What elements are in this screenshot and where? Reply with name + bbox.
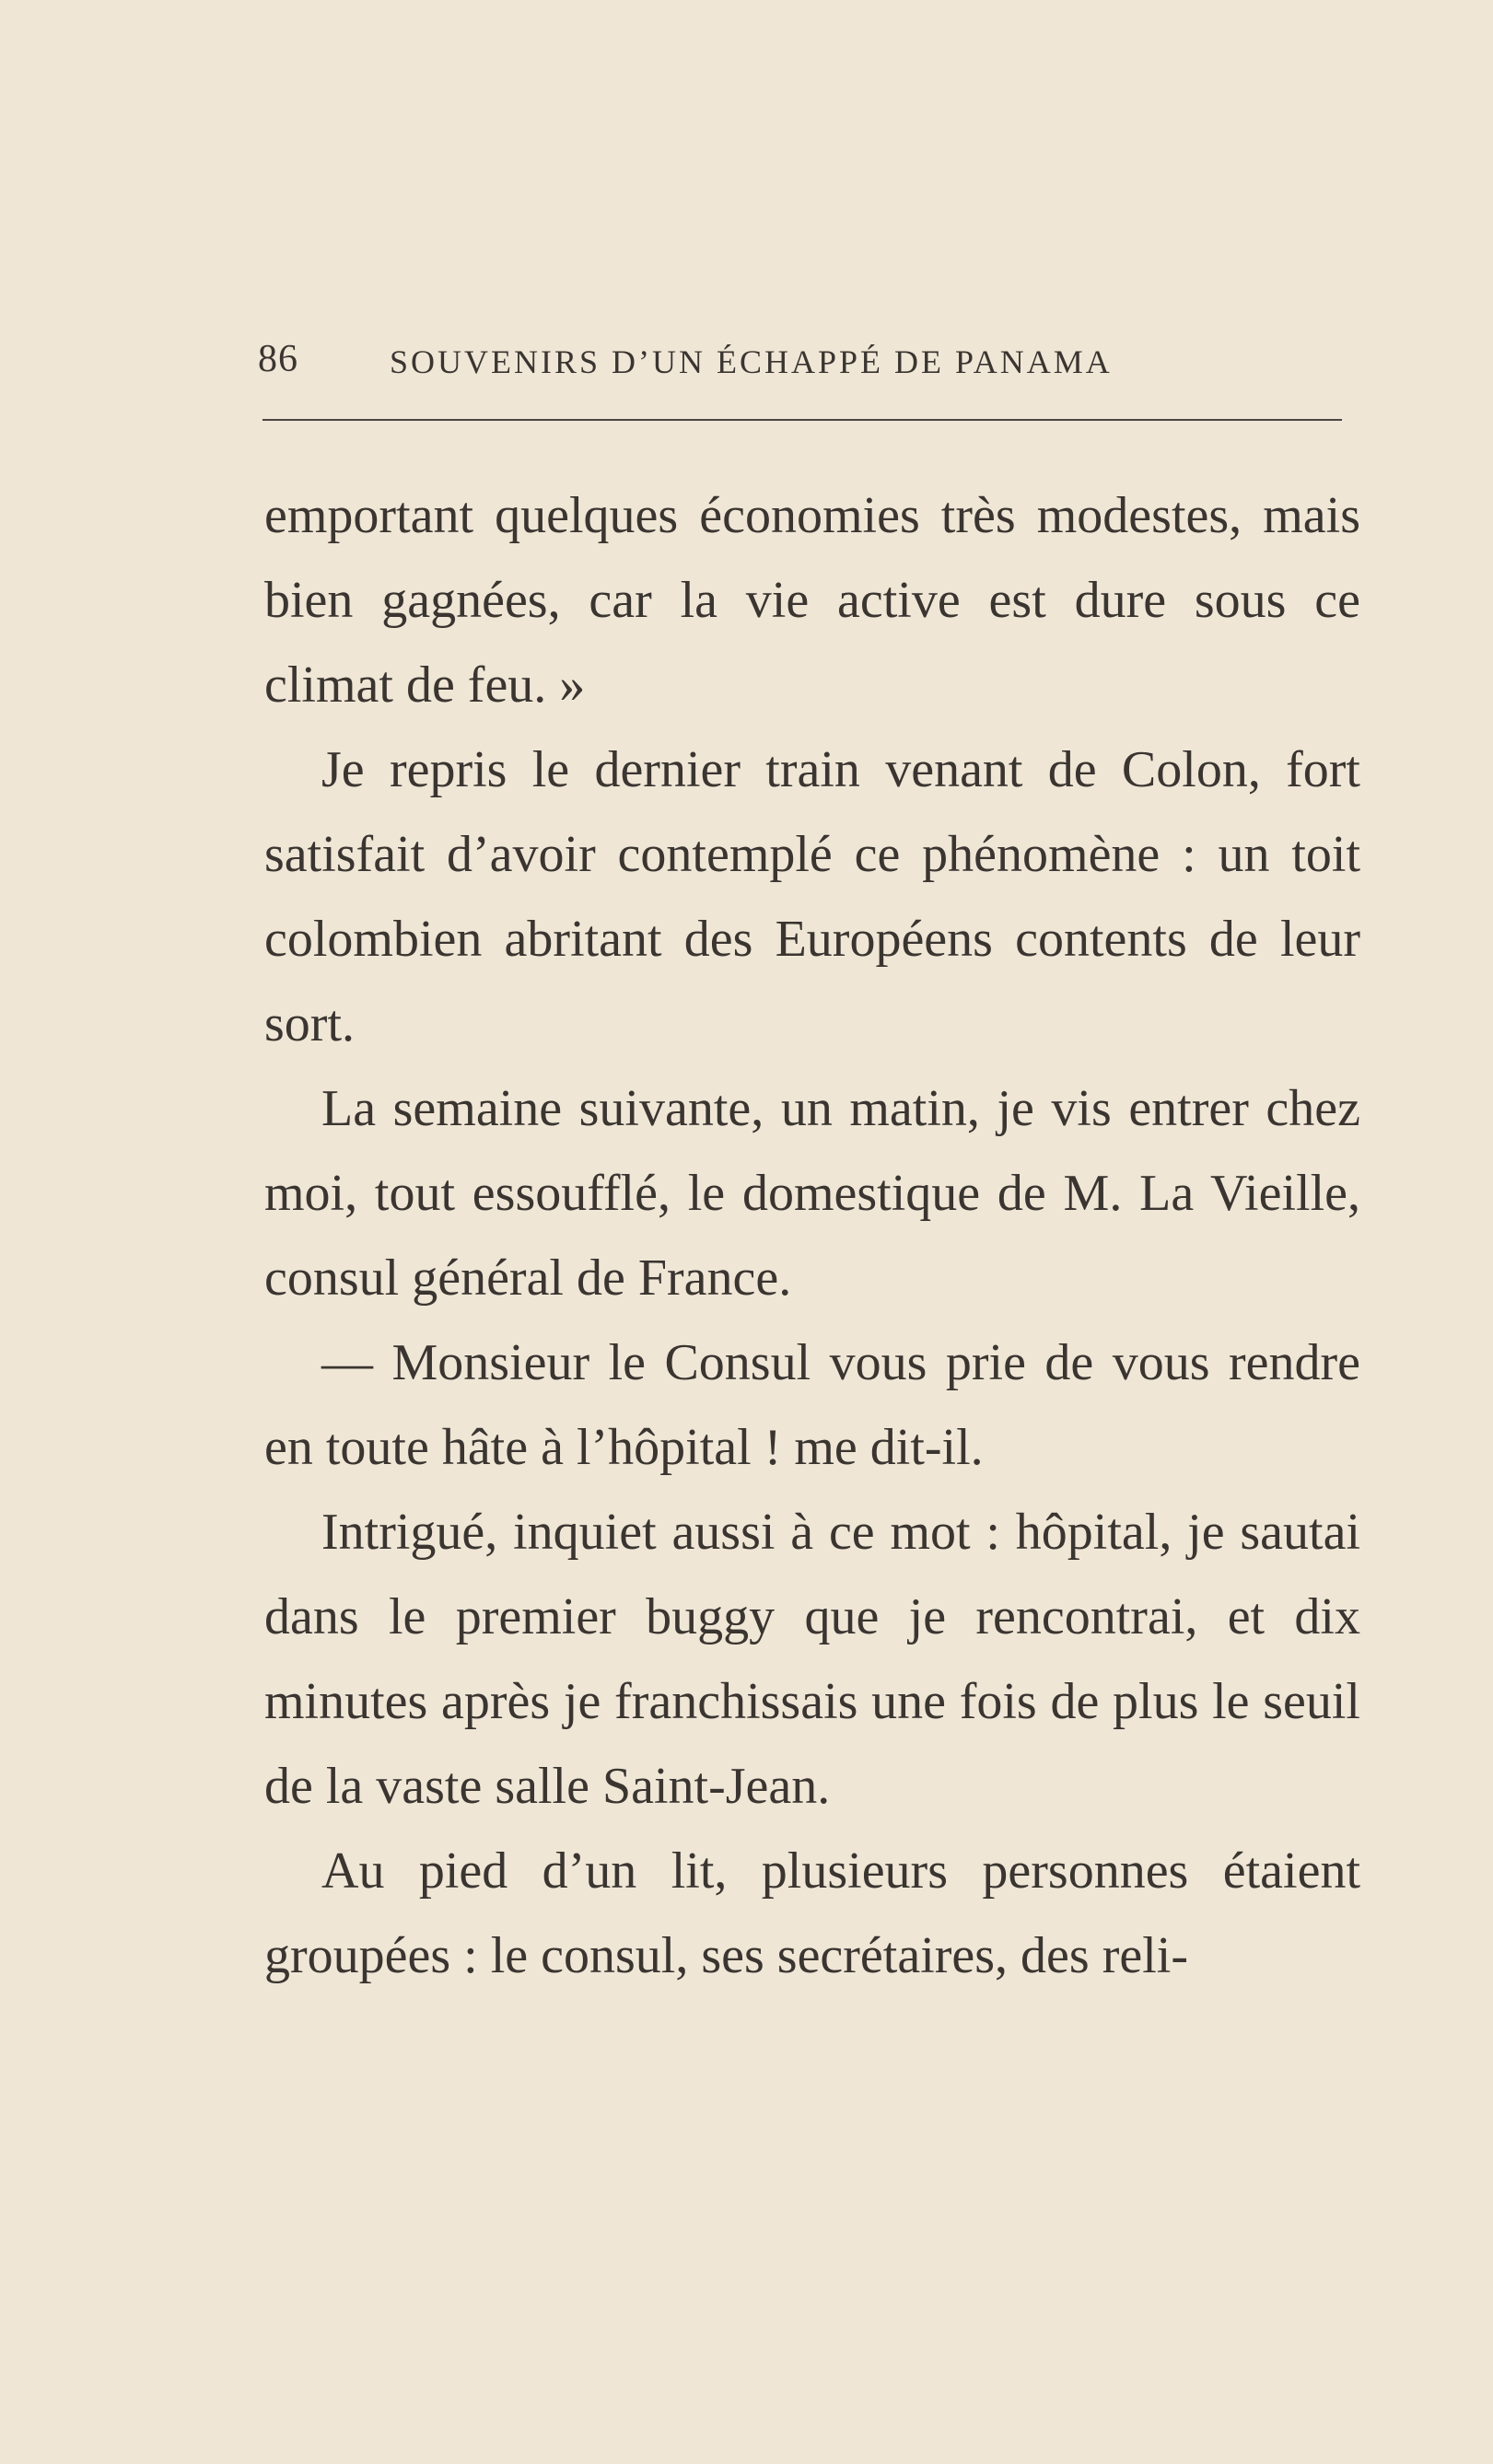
- paragraph: Je repris le dernier train venant de Colon, fort satisfait d’avoir contemplé ce phénomène : un toit colombien abritant des Européens contents de leur sort.: [264, 741, 1360, 1052]
- paragraph-continued: emportant quelques économies très modestes, mais bien gagnées, car la vie active est dure sous ce climat de feu. »: [264, 487, 1360, 714]
- header-rule: [262, 419, 1342, 421]
- page-header: [258, 337, 1345, 392]
- paragraph: Au pied d’un lit, plusieurs personnes étaient groupées : le consul, ses secrétaires, des reli-: [264, 1842, 1360, 1984]
- paragraph: La semaine suivante, un matin, je vis entrer chez moi, tout essoufflé, le domestique de M. La Vieille, consul général de France.: [264, 1080, 1360, 1307]
- paragraph: Intrigué, inquiet aussi à ce mot : hôpital, je sautai dans le premier buggy que je rencontrai, et dix minutes après je franchissais une fois de plus le seuil de la vaste salle Saint-Jean.: [264, 1504, 1360, 1815]
- body-text: [264, 473, 1360, 1998]
- page-number: 86: [258, 338, 298, 380]
- running-title: SOUVENIRS D’UN ÉCHAPPÉ DE PANAMA: [390, 343, 1113, 380]
- paragraph-dialogue: — Monsieur le Consul vous prie de vous rendre en toute hâte à l’hôpital ! me dit-il.: [264, 1334, 1360, 1476]
